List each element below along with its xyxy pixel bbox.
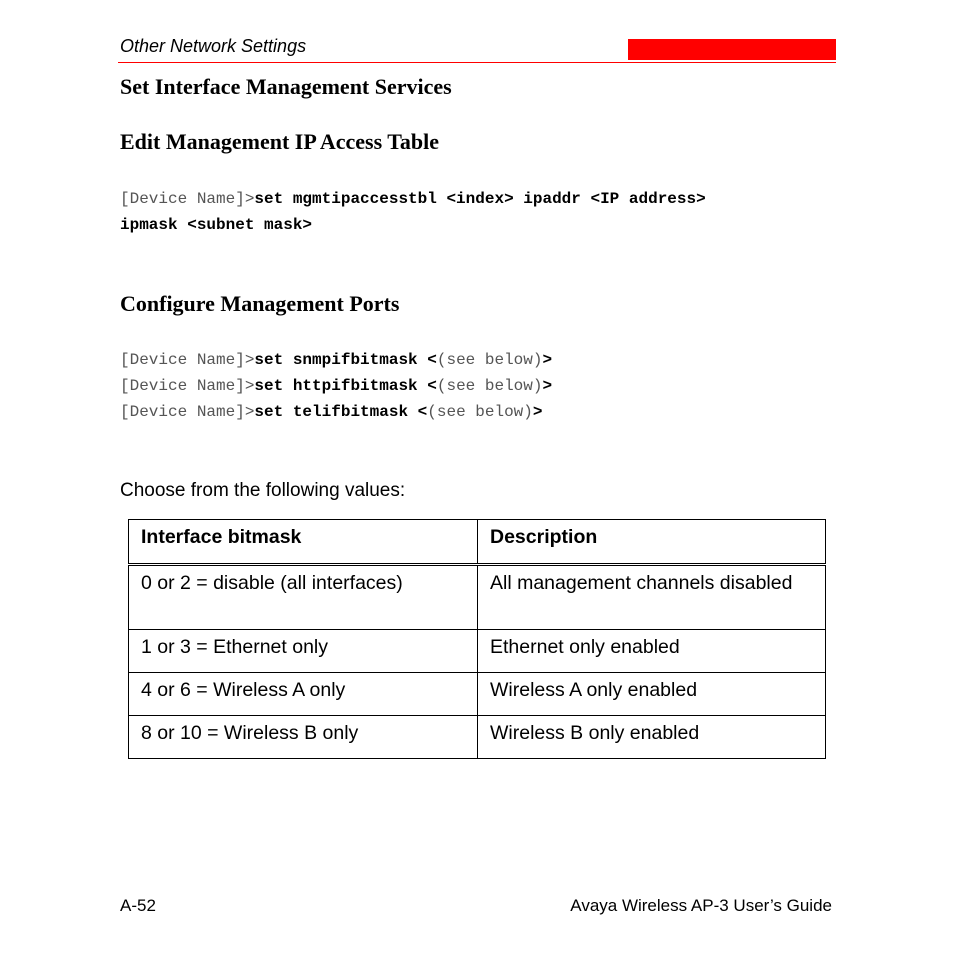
command-arg: (see below) (427, 403, 533, 421)
command-text-continued: ipmask <subnet mask> (120, 216, 313, 234)
table-cell: Wireless A only enabled (478, 673, 826, 716)
command-prompt: [Device Name]> (120, 190, 255, 208)
table-cell: 0 or 2 = disable (all interfaces) (129, 565, 478, 630)
command-text: set snmpifbitmask (254, 351, 428, 369)
intro-text: Choose from the following values: (120, 480, 406, 501)
running-header: Other Network Settings (120, 36, 307, 56)
command-close-bracket: > (542, 377, 553, 395)
command-open-bracket: < (427, 351, 437, 369)
column-header-description: Description (478, 520, 826, 565)
table-cell: 4 or 6 = Wireless A only (129, 673, 478, 716)
command-open-bracket: < (417, 403, 428, 421)
command-text: set mgmtipaccesstbl <index> ipaddr <IP address> (254, 190, 706, 208)
port-command-line (120, 403, 543, 421)
port-command-block (120, 347, 552, 425)
table-cell: 1 or 3 = Ethernet only (129, 630, 478, 673)
section-heading-config-ports: Configure Management Ports (120, 291, 400, 316)
command-open-bracket: < (427, 377, 437, 395)
section-heading-interface-mgmt: Set Interface Management Services (120, 74, 452, 99)
command-text: set httpifbitmask (254, 377, 428, 395)
table-cell: All management channels disabled (478, 565, 826, 630)
port-command-line (120, 377, 552, 395)
table-header-row (129, 520, 826, 565)
command-prompt: [Device Name]> (120, 377, 255, 395)
command-arg: (see below) (436, 351, 543, 369)
header-accent-bar (628, 39, 836, 60)
command-text: set telifbitmask (254, 403, 418, 421)
bitmask-table (128, 519, 826, 759)
port-command-line (120, 351, 552, 369)
header-rule (118, 62, 836, 63)
command-prompt: [Device Name]> (120, 403, 255, 421)
table-row (129, 716, 826, 759)
table-row (129, 630, 826, 673)
section-heading-edit-access: Edit Management IP Access Table (120, 129, 440, 154)
access-command-block (120, 186, 706, 238)
command-arg: (see below) (436, 377, 543, 395)
table-row (129, 673, 826, 716)
column-header-bitmask: Interface bitmask (129, 520, 478, 565)
command-close-bracket: > (532, 403, 543, 421)
table-row (129, 565, 826, 630)
table-cell: Ethernet only enabled (478, 630, 826, 673)
guide-title: Avaya Wireless AP-3 User’s Guide (570, 896, 832, 915)
table-cell: Wireless B only enabled (478, 716, 826, 759)
page-number: A-52 (120, 896, 156, 915)
table-cell: 8 or 10 = Wireless B only (129, 716, 478, 759)
command-prompt: [Device Name]> (120, 351, 255, 369)
command-close-bracket: > (542, 351, 553, 369)
